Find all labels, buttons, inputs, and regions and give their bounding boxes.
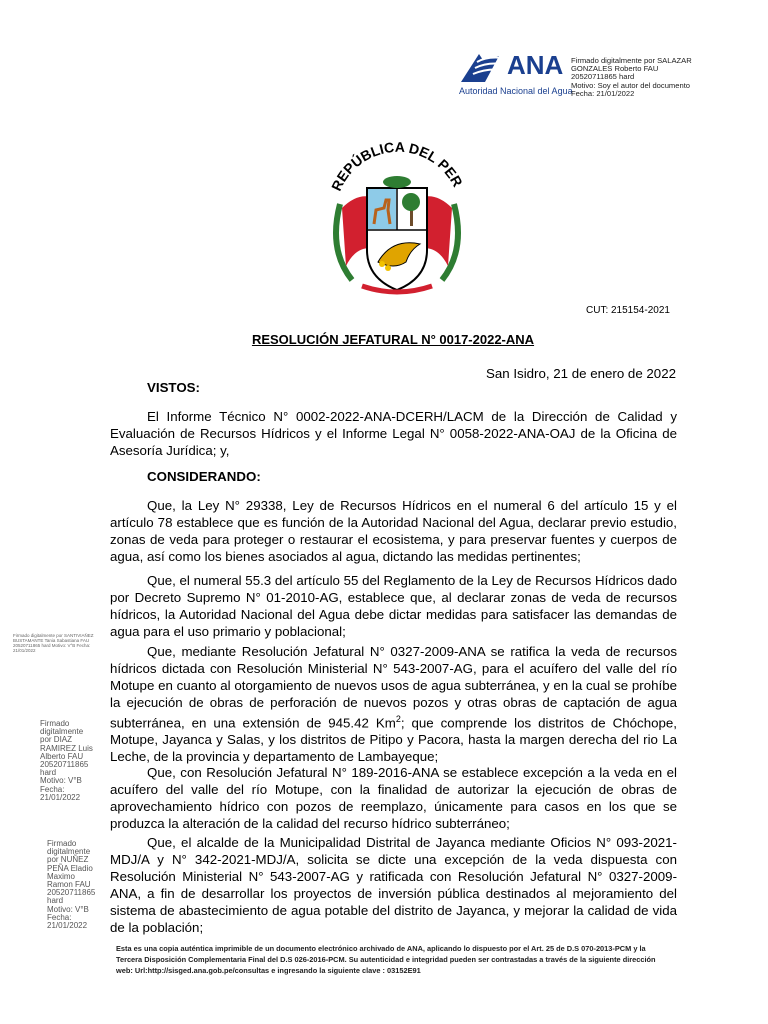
considerando-heading: CONSIDERANDO: xyxy=(147,469,261,484)
signature-line: 20520711865 xyxy=(47,888,96,898)
signature-line: por DIAZ xyxy=(40,735,73,745)
paragraph-text: Que, con Resolución Jefatural N° 189-2016-ANA se establece excepción a la veda en el acuífero del valle del río Motupe, con la finalidad de autorizar la ejecución de obras de aprovechamiento hídrico con pozos de reemplazo, únicamente para casos en los que se produzca la alteración de la calidad del recurso hídrico subterráneo; xyxy=(110,765,677,831)
ana-wave-icon xyxy=(457,48,507,86)
signature-line: Motivo: V°B xyxy=(47,904,89,914)
shield-text: REPÚBLICA DEL PER xyxy=(328,138,466,194)
side-signature-1 xyxy=(40,720,93,802)
signature-line: RAMIREZ Luis xyxy=(40,743,93,753)
footer-line: Tercera Disposición Complementaria Final del D.S 026-2016-PCM. Su autenticidad e integridad pueden ser contrastadas a través de la siguiente dirección xyxy=(116,955,656,964)
paragraph-text: Que, el alcalde de la Municipalidad Distrital de Jayanca mediante Oficios N° 093-2021-MDJ/A y N° 342-2021-MDJ/A, solicita se dicte una excepción de la veda dispuesta con Resolución Ministerial N° 543-2007-AG y ratificada con Resolución Jefatural N° 0327-2009-ANA, a fin de desarrollar los proyectos de inversión pública destinados al mejoramiento del sistema de abastecimiento de agua potable del distrito de Jayanca, y mejorar la calidad de vida de la población; xyxy=(110,835,677,935)
signature-line: GONZALES Roberto FAU xyxy=(571,64,659,74)
paragraph-text: ; que comprende los distritos de Chóchope, Motupe, Jayanca y Salas, y los distritos de Pitipo y Pacora, hasta la margen derecha del rio La Leche, de la provincia y departamento de Lambayeque; xyxy=(110,715,677,765)
signature-line: 20520711865 xyxy=(40,760,89,770)
signature-line: digitalmente xyxy=(40,727,84,737)
paragraph-5 xyxy=(110,834,677,936)
vistos-heading: VISTOS: xyxy=(147,380,200,395)
signature-line: hard xyxy=(47,896,64,906)
signature-line: Firmado digitalmente por SALAZAR xyxy=(571,56,692,65)
footer-line: Esta es una copia auténtica imprimible de un documento electrónico archivado de ANA, aplicando lo dispuesto por el Art. 25 de D.S 070-2013-PCM y la xyxy=(116,944,646,953)
signature-line: 21/01/2022 xyxy=(40,792,81,802)
signature-line: Motivo: Soy el autor del documento xyxy=(571,80,691,90)
paragraph-1 xyxy=(110,497,677,565)
resolution-title: RESOLUCIÓN JEFATURAL N° 0017-2022-ANA xyxy=(251,332,535,347)
peru-shield-icon xyxy=(322,130,472,302)
signature-line: Ramon FAU xyxy=(47,880,91,890)
signature-line: digitalmente xyxy=(47,847,91,857)
paragraph-text: Que, la Ley N° 29338, Ley de Recursos Hídricos en el numeral 6 del artículo 15 y el artículo 78 establece que es función de la Autoridad Nacional del Agua, declarar previo estudio, zonas de veda para proteger o restaurar el ecosistema, y para preservar fuentes y cuerpos de agua, así como los bienes asociados al agua, dictando las medidas pertinentes; xyxy=(110,498,677,564)
digital-signature-top xyxy=(571,57,761,98)
signature-line: Fecha: 21/01/2022 xyxy=(571,88,635,98)
authenticity-footer xyxy=(116,943,688,976)
ana-logo xyxy=(457,48,575,98)
signature-line: 21/01/2022 xyxy=(47,921,88,931)
signature-line: por NUÑEZ xyxy=(47,855,89,865)
logo-caption: Autoridad Nacional del Agua xyxy=(459,86,573,96)
signature-line: Alberto FAU xyxy=(40,751,84,761)
logo-acronym: ANA xyxy=(507,50,564,80)
signature-line: Fecha: xyxy=(40,784,65,794)
superscript: 2 xyxy=(395,714,401,724)
signature-line: Motivo: V°B xyxy=(40,776,82,786)
side-signature-tiny: Firmado digitalmente por SANTIVIAÑEZ BUSTAMANTE Tania Sabastiana FAU 20520711865 hard Motivo: V°B Fecha: 21/01/2022 xyxy=(13,633,94,653)
vistos-paragraph xyxy=(110,408,677,459)
side-signature-2 xyxy=(47,840,95,930)
signature-line: Maximo xyxy=(47,871,76,881)
signature-line: hard xyxy=(40,768,57,778)
signature-line: Firmado xyxy=(47,839,77,848)
paragraph-4 xyxy=(110,764,677,832)
paragraph-2 xyxy=(110,572,677,640)
paragraph-text: Que, el numeral 55.3 del artículo 55 del Reglamento de la Ley de Recursos Hídricos dado por Decreto Supremo N° 01-2010-AG, establece que, al declarar zonas de veda de recursos hídricos, la Autoridad Nacional del Agua debe dictar medidas para satisfacer las demandas de agua para el uso primario y poblacional; xyxy=(110,573,677,639)
coat-of-arms xyxy=(322,130,472,302)
footer-line: web: Url:http://sisged.ana.gob.pe/consultas e ingresando la siguiente clave : 03152E91 xyxy=(116,966,421,975)
signature-line: Firmado xyxy=(40,719,70,728)
signature-line: Fecha: xyxy=(47,912,72,922)
paragraph-text: Que, mediante Resolución Jefatural N° 0327-2009-ANA se ratifica la veda de recursos hídricos dictada con Resolución Ministerial N° 543-2007-AG, para el acuífero del valle del río Motupe en cuanto al otorgamiento de nuevos usos de agua subterránea, y en la cual se prohíbe la ejecución de obras de perforación de nuevos pozos y otras obras de captación de agua subterránea, en una extensión de 945.42 Km xyxy=(110,644,677,731)
signature-line: 20520711865 hard xyxy=(571,72,635,82)
signature-line: PEÑA Eladio xyxy=(47,863,93,873)
cut-number: CUT: 215154-2021 xyxy=(586,305,670,316)
vistos-text: El Informe Técnico N° 0002-2022-ANA-DCERH/LACM de la Dirección de Calidad y Evaluación de Recursos Hídricos y el Informe Legal N° 0058-2022-ANA-OAJ de la Oficina de Asesoría Jurídica; y, xyxy=(110,409,677,458)
document-date: San Isidro, 21 de enero de 2022 xyxy=(486,366,676,381)
paragraph-3 xyxy=(110,643,677,765)
